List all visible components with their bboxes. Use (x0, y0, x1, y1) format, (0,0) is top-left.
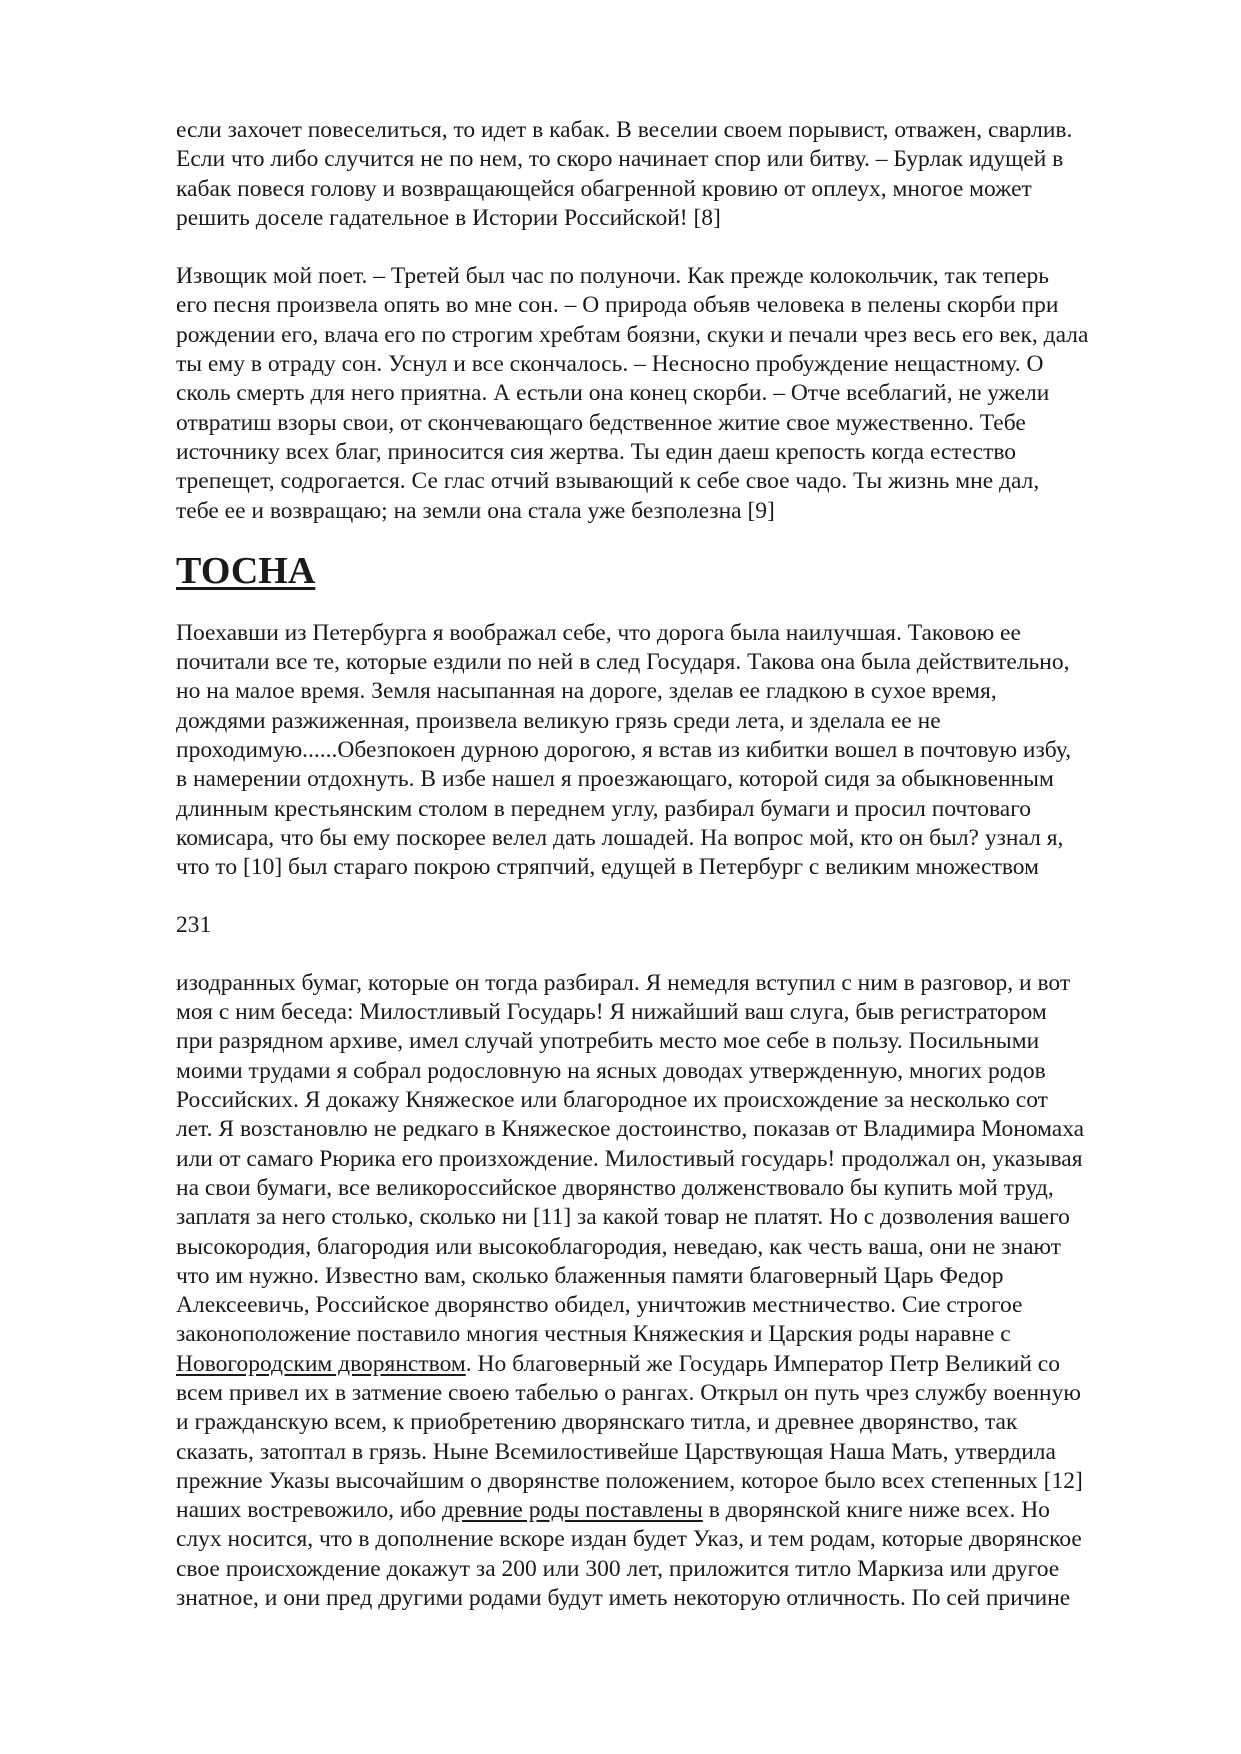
text-line: свое происхождение докажут за 200 или 300 лет, приложится титло Маркиза или другое (176, 1555, 1060, 1582)
text-line: рождении его, влача его по строгим хребтам боязни, скуки и печали чрез весь его век, дала (176, 321, 1089, 348)
text-line: всем привел их в затмение своею табелью о рангах. Открыл он путь чрез службу военную (176, 1379, 1081, 1406)
text-line (176, 1350, 1166, 1379)
text-line: трепещет, содрогается. Се глас отчий взывающий к себе свое чадо. Ты жизнь мне дал, (176, 468, 1040, 495)
text-line: слух носится, что в дополнение вскоре издан будет Указ, и тем родам, которые дворянское (176, 1526, 1082, 1553)
text-line: сколь смерть для него приятна. А естьли она конец скорби. – Отче всеблагий, не ужели (176, 380, 1050, 407)
text-line: его песня произвела опять во мне сон. – О природа объяв человека в пелены скорби при (176, 292, 1059, 319)
text-fragment: в дворянской книге ниже всех. Но (702, 1497, 1050, 1524)
text-line: но на малое время. Земля насыпанная на дороге, зделав ее гладкою в сухое время, (176, 678, 997, 705)
ancient-families-link[interactable]: древние роды поставлены (442, 1497, 703, 1524)
text-line (176, 1496, 1166, 1525)
text-line: что им нужно. Известно вам, сколько блаженныя памяти благоверный Царь Федор (176, 1262, 1004, 1289)
text-line: длинным крестьянским столом в переднем углу, разбирал бумаги и просил почтоваго (176, 795, 1032, 822)
text-line: Извощик мой поет. – Третей был час по полуночи. Как прежде колокольчик, так теперь (176, 263, 1049, 290)
text-line: тебе ее и возвращаю; на земли она стала уже безполезна [9] (176, 497, 775, 524)
text-line: моя с ним беседа: Милостливый Государь! Я нижайший ваш слуга, быв регистратором (176, 999, 1047, 1026)
text-line: изодранных бумаг, которые он тогда разбирал. Я немедля вступил с ним в разговор, и вот (176, 969, 1071, 996)
text-line: моими трудами я собрал родословную на ясных доводах утвержденную, многих родов (176, 1057, 1046, 1084)
text-line: на свои бумаги, все великороссийское дворянство долженствовало бы купить мой труд, (176, 1174, 1054, 1201)
text-line: ты ему в отраду сон. Уснул и все скончалось. – Несносно пробуждение нещастному. О (176, 351, 1044, 378)
text-line: отвратиш взоры свои, от скончевающаго бедственное житие свое мужественно. Тебе (176, 409, 1026, 436)
paragraph-2 (176, 262, 1166, 526)
text-line: заплатя за него столько, сколько ни [11] за какой товар не платят. Но с дозволения вашего (176, 1204, 1070, 1231)
text-line: проходимую......Обезпокоен дурною дорогою, я встав из кибитки вошел в почтовую избу, (176, 737, 1072, 764)
paragraph-4 (176, 969, 1166, 1614)
text-line: в намерении отдохнуть. В избе нашел я проезжающаго, которой сидя за обыкновенным (176, 766, 1054, 793)
text-line: высокородия, благородия или высокоблагородия, неведаю, как честь ваша, они не знают (176, 1233, 1062, 1260)
novgorod-nobility-link[interactable]: Новогородским дворянством (176, 1350, 466, 1377)
text-line: Алексеевичь, Российское дворянство обидел, уничтожив местничество. Сие строгое (176, 1292, 1023, 1319)
text-line: при разрядном архиве, имел случай употребить место мое себе в пользу. Посильными (176, 1028, 1040, 1055)
paragraph-1 (176, 116, 1166, 233)
text-line: Если что либо случится не по нем, то скоро начинает спор или битву. – Бурлак идущей в (176, 146, 1064, 173)
text-line: или от самаго Рюрика его произхождение. Милостивый государь! продолжал он, указывая (176, 1145, 1083, 1172)
text-line: кабак повеся голову и возвращающейся обагренной кровию от оплеух, многое может (176, 175, 1032, 202)
text-fragment: . Но благоверный же Государь Император Петр Великий со (465, 1350, 1060, 1377)
text-fragment: наших востревожило, ибо (176, 1497, 443, 1524)
section-heading: ТОСНА (176, 549, 316, 592)
text-line: сказать, затоптал в грязь. Ныне Всемилостивейше Царствующая Наша Мать, утвердила (176, 1438, 1056, 1465)
text-line: законоположение поставило многия честныя Княжеския и Царския роды наравне с (176, 1321, 1011, 1348)
text-line: что то [10] был стараго покрою стряпчий, едущей в Петербург с великим множеством (176, 854, 1039, 881)
text-line: прежние Указы высочайшим о дворянстве положением, которое было всех степенных [12] (176, 1467, 1083, 1494)
text-line: лет. Я возстановлю не редкаго в Княжеское достоинство, показав от Владимира Мономаха (176, 1116, 1085, 1143)
text-line: комисара, что бы ему поскорее велел дать лошадей. На вопрос мой, кто он был? узнал я, (176, 824, 1064, 851)
text-line: если захочет повеселиться, то идет в кабак. В веселии своем порывист, отважен, сварлив. (176, 117, 1073, 143)
text-line: дождями разжиженная, произвела великую грязь среди лета, и зделала ее не (176, 707, 941, 734)
text-line: почитали все те, которые ездили по ней в след Государя. Такова она была действительно, (176, 649, 1070, 676)
text-line: знатное, и они пред другими родами будут иметь некоторую отличность. По сей причине (176, 1585, 1071, 1612)
paragraph-3 (176, 619, 1166, 883)
text-line: Российских. Я докажу Княжеское или благородное их происхождение за несколько сот (176, 1087, 1048, 1114)
document-page (176, 116, 1166, 1613)
text-line: решить доселе гадательное в Истории Российской! [8] (176, 204, 721, 231)
text-line: источнику всех благ, приносится сия жертва. Ты един даеш крепость когда естество (176, 438, 1017, 465)
text-line: и гражданскую всем, к приобретению дворянскаго титла, и древнее дворянство, так (176, 1409, 1018, 1436)
page-number: 231 (176, 911, 212, 938)
text-line: Поехавши из Петербурга я воображал себе, что дорога была наилучшая. Таковою ее (176, 619, 1021, 646)
